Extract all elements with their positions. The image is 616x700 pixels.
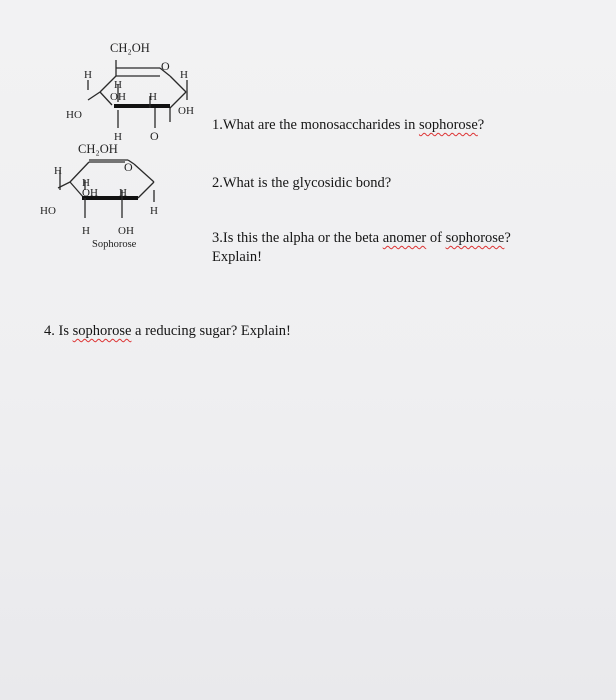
question-1-text: 1.What are the monosaccharides in xyxy=(212,117,419,133)
question-4-term: sophorose xyxy=(72,323,132,339)
label-ring1-oh-right: OH xyxy=(178,105,194,117)
question-2 xyxy=(212,174,391,193)
label-ring1-oh-mid: OH xyxy=(110,91,126,103)
sophorose-structure xyxy=(30,30,230,300)
label-ring2-h-bottom: H xyxy=(82,225,90,237)
question-1-end: ? xyxy=(477,117,485,133)
question-3-end: ? xyxy=(504,230,511,246)
label-ring1-h-mid: H xyxy=(114,79,122,91)
label-ring1-o: O xyxy=(161,59,170,73)
label-ring2-ho: HO xyxy=(40,205,56,217)
label-link-o: O xyxy=(150,129,159,143)
question-1 xyxy=(212,116,484,135)
label-ring1-ch2oh: CH₂OH xyxy=(110,41,150,55)
label-ring1-h-mid2: H xyxy=(149,91,157,103)
label-ring2-oh-bottom: OH xyxy=(118,225,134,237)
question-3-term-anomer: anomer xyxy=(382,230,427,246)
question-3-term-sophorose: sophorose xyxy=(445,230,505,246)
question-2-text: 2.What is the glycosidic bond? xyxy=(212,175,392,191)
label-ring2-h-mid: H xyxy=(82,177,90,189)
label-ring1-ho: HO xyxy=(66,109,82,121)
label-ring2-h-mid2: H xyxy=(119,187,127,199)
question-4 xyxy=(44,322,291,341)
label-ring2-oh-mid: OH xyxy=(82,187,98,199)
structure-name-label: Sophorose xyxy=(92,239,137,250)
question-3 xyxy=(212,229,511,267)
label-ring2-ch2oh: CH₂OH xyxy=(78,142,118,156)
label-ring1-h-left: H xyxy=(84,69,92,81)
question-3-line2: Explain! xyxy=(212,249,262,265)
question-3-mid: of xyxy=(426,230,446,246)
label-ring1-h-right: H xyxy=(180,69,188,81)
question-4-pre: 4. Is xyxy=(44,323,73,339)
label-link-h: H xyxy=(114,131,122,143)
question-3-pre: 3.Is this the alpha or the beta xyxy=(212,230,383,246)
label-ring2-h-right: H xyxy=(150,205,158,217)
label-ring2-h-left: H xyxy=(54,165,62,177)
label-ring2-o: O xyxy=(124,160,133,174)
question-4-post: a reducing sugar? Explain! xyxy=(131,323,291,339)
question-1-term: sophorose xyxy=(418,117,478,133)
